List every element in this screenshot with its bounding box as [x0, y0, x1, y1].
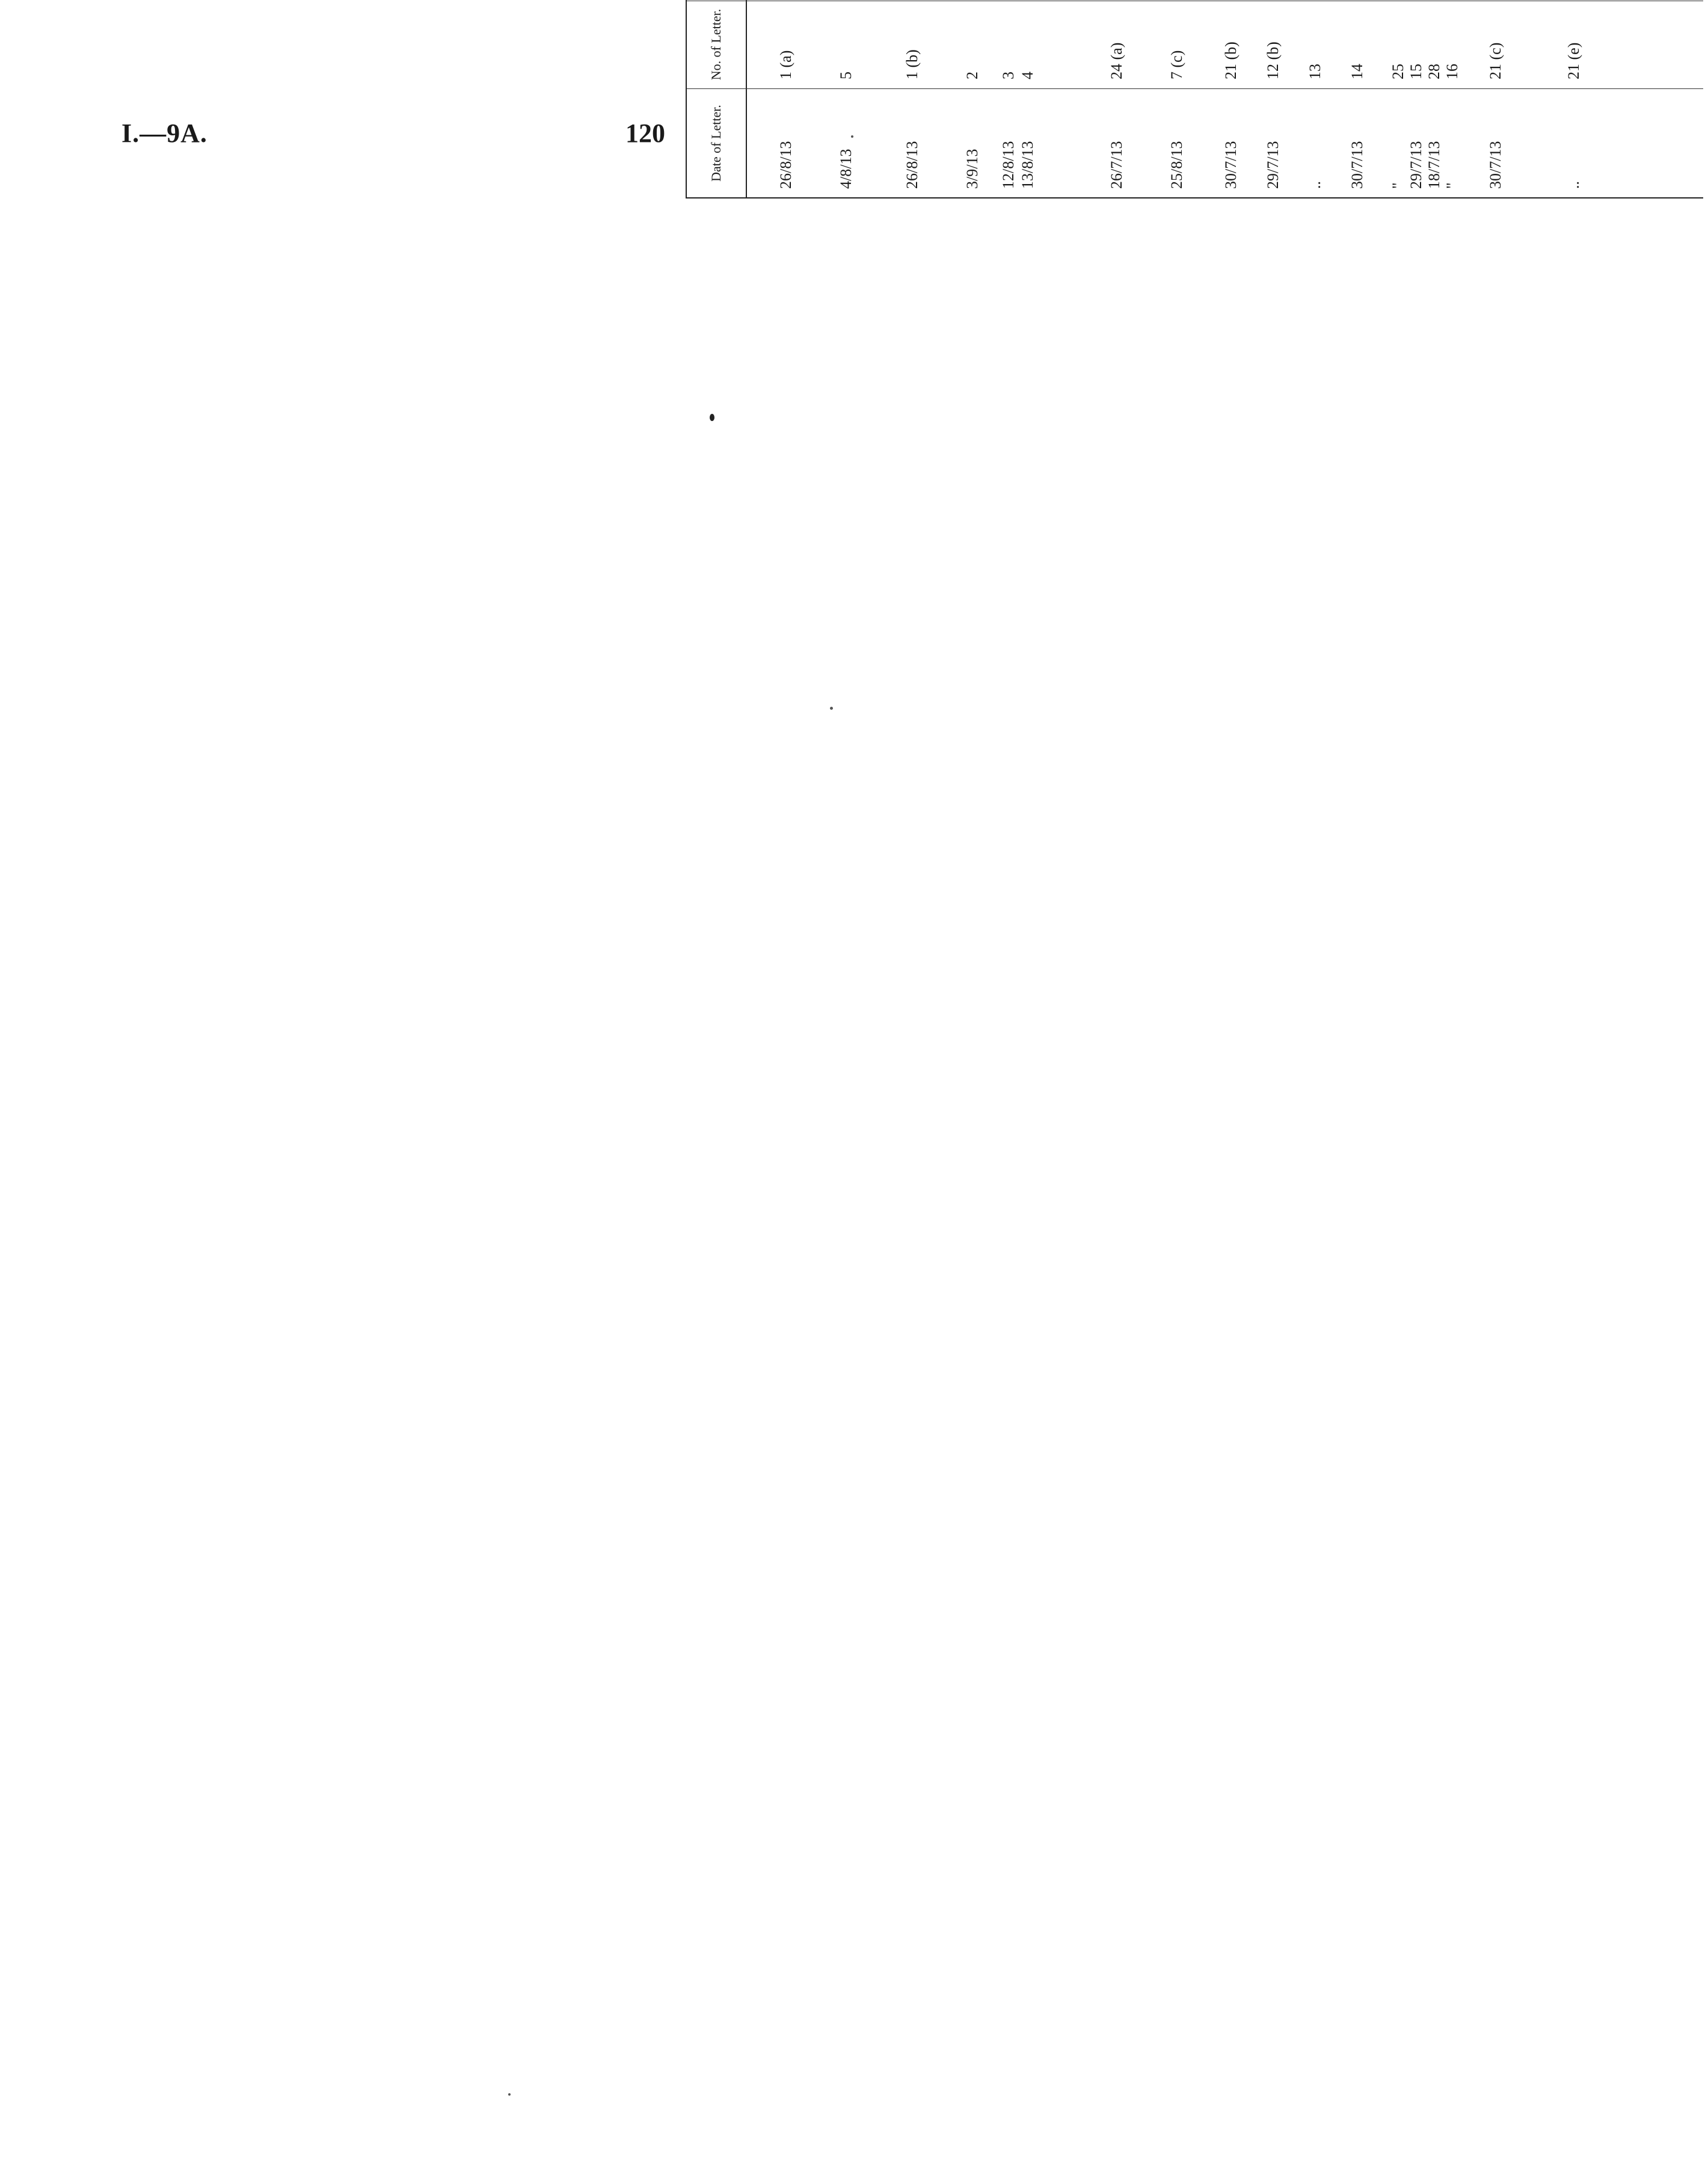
cell-date: 4/8/13 — [837, 149, 855, 189]
table-header-row — [687, 0, 747, 197]
scan-speck — [851, 135, 853, 138]
cell-date: 30/7/13 — [1222, 141, 1240, 189]
cell-letter-number: 28 — [1425, 64, 1443, 79]
cell-date: 26/7/13 — [1108, 141, 1125, 189]
cell-letter-number: 16 — [1443, 64, 1461, 79]
section-heading — [1084, 0, 1101, 197]
cell-date: .. — [1306, 181, 1324, 189]
cell-letter-number: 21 (c) — [1487, 42, 1504, 79]
cell-date: 3/9/13 — [963, 149, 981, 189]
document-title — [650, 0, 667, 198]
cell-letter-number: 1 (a) — [777, 50, 794, 79]
page-number: 120 — [625, 118, 665, 148]
cell-date: 13/8/13 — [1019, 141, 1036, 189]
cell-date: " — [1443, 182, 1461, 189]
cell-date: 29/7/13 — [1407, 141, 1425, 189]
cell-letter-number: 4 — [1019, 72, 1036, 79]
cell-date: 12/8/13 — [1000, 141, 1017, 189]
cell-letter-number: 24 (a) — [1108, 42, 1125, 79]
cell-date: 26/8/13 — [777, 141, 794, 189]
scan-speck — [508, 2093, 511, 2096]
cell-date: 18/7/13 — [1425, 141, 1443, 189]
cell-date: 29/7/13 — [1264, 141, 1282, 189]
cell-letter-number: 21 (e) — [1565, 42, 1582, 79]
cell-letter-number: 13 — [1306, 64, 1324, 79]
cell-letter-number: 3 — [1000, 72, 1017, 79]
cell-date: 30/7/13 — [1348, 141, 1366, 189]
cell-letter-number: 25 — [1389, 64, 1407, 79]
cell-letter-number: 21 (b) — [1222, 42, 1240, 79]
section-heading — [880, 0, 898, 197]
scan-speck — [830, 707, 833, 710]
column-divider — [687, 88, 1703, 89]
scan-speck — [710, 414, 714, 421]
cell-date: .. — [1565, 181, 1582, 189]
cell-letter-number: 2 — [963, 72, 981, 79]
column-header-date: Date of Letter. — [708, 105, 723, 182]
representations-table — [686, 0, 1703, 198]
cell-letter-number: 14 — [1348, 64, 1366, 79]
cell-date: " — [1389, 182, 1407, 189]
section-heading — [754, 0, 772, 197]
column-header-number: No. of Letter. — [708, 8, 723, 81]
cell-letter-number: 1 (b) — [903, 49, 921, 79]
cell-date: 30/7/13 — [1487, 141, 1504, 189]
cell-date: 25/8/13 — [1168, 141, 1185, 189]
rotated-table-page — [650, 0, 1708, 198]
cell-letter-number: 5 — [837, 72, 855, 79]
document-series: I.—9A. — [121, 118, 207, 148]
cell-date: 26/8/13 — [903, 141, 921, 189]
cell-letter-number: 15 — [1407, 64, 1425, 79]
cell-letter-number: 7 (c) — [1168, 50, 1185, 79]
cell-letter-number: 12 (b) — [1264, 42, 1282, 79]
